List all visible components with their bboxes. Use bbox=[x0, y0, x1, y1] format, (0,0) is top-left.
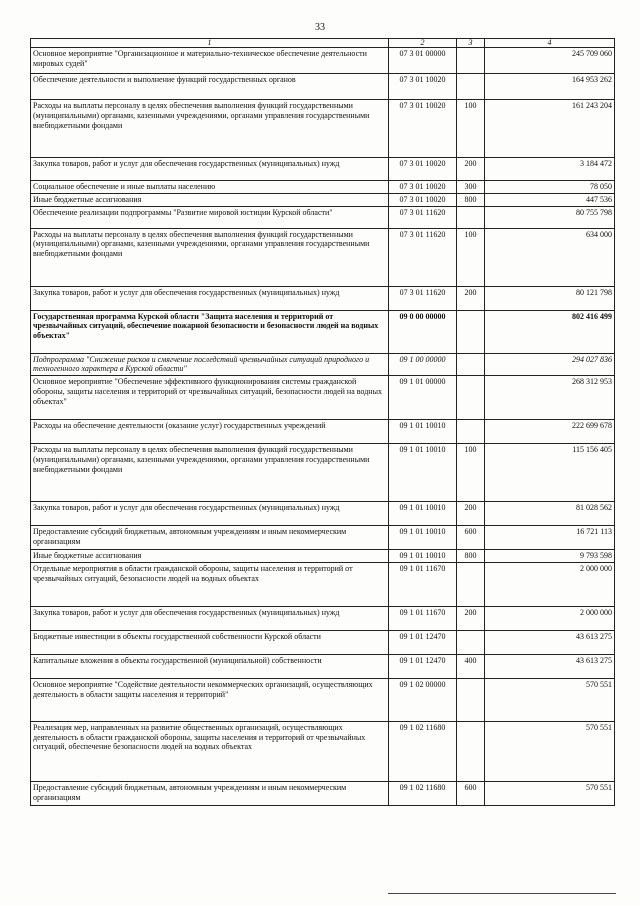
row-expense-type-cell: 400 bbox=[457, 654, 485, 678]
row-amount-cell: 570 551 bbox=[485, 781, 615, 805]
row-code-cell: 09 1 01 11670 bbox=[389, 606, 457, 630]
row-expense-type-cell bbox=[457, 721, 485, 781]
row-name-cell: Иные бюджетные ассигнования bbox=[31, 193, 389, 206]
row-code-cell: 09 1 01 10010 bbox=[389, 444, 457, 502]
row-amount-cell: 80 121 798 bbox=[485, 286, 615, 310]
table-row bbox=[31, 206, 615, 228]
table-row bbox=[31, 562, 615, 606]
row-code-cell: 09 1 01 12470 bbox=[389, 630, 457, 654]
row-name-cell: Закупка товаров, работ и услуг для обеспечения государственных (муниципальных) нужд bbox=[31, 606, 389, 630]
row-code-cell: 09 1 01 11670 bbox=[389, 562, 457, 606]
row-amount-cell: 447 536 bbox=[485, 193, 615, 206]
row-code-cell: 09 1 01 12470 bbox=[389, 654, 457, 678]
row-expense-type-cell bbox=[457, 420, 485, 444]
row-code-cell: 09 1 01 10010 bbox=[389, 550, 457, 563]
row-name-cell: Иные бюджетные ассигнования bbox=[31, 550, 389, 563]
row-name-cell: Бюджетные инвестиции в объекты государственной собственности Курской области bbox=[31, 630, 389, 654]
table-row bbox=[31, 353, 615, 376]
row-code-cell: 07 3 01 11620 bbox=[389, 228, 457, 286]
row-name-cell: Государственная программа Курской области "Защита населения и территорий от чрезвычайных ситуаций, обеспечение пожарной безопасности и безопасности людей на водных объектах" bbox=[31, 310, 389, 353]
row-name-cell: Закупка товаров, работ и услуг для обеспечения государственных (муниципальных) нужд bbox=[31, 502, 389, 526]
row-name-cell: Расходы на обеспечение деятельности (оказание услуг) государственных учреждений bbox=[31, 420, 389, 444]
row-expense-type-cell bbox=[457, 678, 485, 721]
row-expense-type-cell bbox=[457, 310, 485, 353]
row-amount-cell: 81 028 562 bbox=[485, 502, 615, 526]
row-amount-cell: 2 000 000 bbox=[485, 606, 615, 630]
row-amount-cell: 3 184 472 bbox=[485, 158, 615, 181]
page-number: 33 bbox=[315, 22, 325, 33]
table-row bbox=[31, 74, 615, 100]
table-row bbox=[31, 526, 615, 550]
row-name-cell: Социальное обеспечение и иные выплаты населению bbox=[31, 181, 389, 194]
row-expense-type-cell: 800 bbox=[457, 193, 485, 206]
table-row bbox=[31, 444, 615, 502]
budget-table bbox=[30, 38, 615, 806]
row-code-cell: 07 3 01 10020 bbox=[389, 74, 457, 100]
row-code-cell: 09 1 02 11680 bbox=[389, 721, 457, 781]
row-amount-cell: 164 953 262 bbox=[485, 74, 615, 100]
row-amount-cell: 222 699 678 bbox=[485, 420, 615, 444]
row-name-cell: Основное мероприятие "Содействие деятельности некоммерческих организаций, осуществляющих деятельность в области защиты населения и территорий" bbox=[31, 678, 389, 721]
table-row bbox=[31, 376, 615, 420]
row-expense-type-cell: 600 bbox=[457, 526, 485, 550]
row-name-cell: Закупка товаров, работ и услуг для обеспечения государственных (муниципальных) нужд bbox=[31, 158, 389, 181]
row-expense-type-cell: 800 bbox=[457, 550, 485, 563]
table-row bbox=[31, 721, 615, 781]
row-name-cell: Основное мероприятие "Организационное и материально-техническое обеспечение деятельности мировых судей" bbox=[31, 48, 389, 74]
table-row bbox=[31, 100, 615, 158]
row-expense-type-cell bbox=[457, 376, 485, 420]
row-expense-type-cell: 200 bbox=[457, 286, 485, 310]
table-row bbox=[31, 630, 615, 654]
row-amount-cell: 294 027 836 bbox=[485, 353, 615, 376]
row-expense-type-cell: 100 bbox=[457, 228, 485, 286]
row-amount-cell: 78 050 bbox=[485, 181, 615, 194]
row-name-cell: Реализация мер, направленных на развитие общественных организаций, осуществляющих деятельность в области гражданской обороны, защиты населения и территорий от чрезвычайных ситуаций, обеспечение безопасности людей на водных объектах bbox=[31, 721, 389, 781]
table-row bbox=[31, 678, 615, 721]
row-amount-cell: 43 613 275 bbox=[485, 654, 615, 678]
table-row bbox=[31, 550, 615, 563]
row-expense-type-cell: 100 bbox=[457, 100, 485, 158]
table-row bbox=[31, 310, 615, 353]
table-row bbox=[31, 193, 615, 206]
row-name-cell: Расходы на выплаты персоналу в целях обеспечения выполнения функций государственными (муниципальными) органами, казенными учреждениями, органами управления государственными внебюджетными фондами bbox=[31, 228, 389, 286]
row-amount-cell: 268 312 953 bbox=[485, 376, 615, 420]
row-name-cell: Обеспечение реализации подпрограммы "Развитие мировой юстиции Курской области" bbox=[31, 206, 389, 228]
table-row bbox=[31, 228, 615, 286]
table-body bbox=[31, 48, 615, 806]
row-code-cell: 09 1 02 11680 bbox=[389, 781, 457, 805]
row-name-cell: Расходы на выплаты персоналу в целях обеспечения выполнения функций государственными (муниципальными) органами, казенными учреждениями, органами управления государственными внебюджетными фондами bbox=[31, 444, 389, 502]
row-expense-type-cell bbox=[457, 562, 485, 606]
table-row bbox=[31, 654, 615, 678]
row-amount-cell: 43 613 275 bbox=[485, 630, 615, 654]
row-amount-cell: 2 000 000 bbox=[485, 562, 615, 606]
row-name-cell: Расходы на выплаты персоналу в целях обеспечения выполнения функций государственными (муниципальными) органами, казенными учреждениями, органами управления государственными внебюджетными фондами bbox=[31, 100, 389, 158]
row-expense-type-cell bbox=[457, 206, 485, 228]
row-amount-cell: 802 416 499 bbox=[485, 310, 615, 353]
col-header-2: 2 bbox=[389, 39, 457, 48]
row-name-cell: Закупка товаров, работ и услуг для обеспечения государственных (муниципальных) нужд bbox=[31, 286, 389, 310]
row-code-cell: 09 1 02 00000 bbox=[389, 678, 457, 721]
table-row bbox=[31, 181, 615, 194]
row-amount-cell: 115 156 405 bbox=[485, 444, 615, 502]
row-name-cell: Предоставление субсидий бюджетным, автономным учреждениям и иным некоммерческим организациям bbox=[31, 781, 389, 805]
row-code-cell: 09 1 01 10010 bbox=[389, 526, 457, 550]
col-header-3: 3 bbox=[457, 39, 485, 48]
table-row bbox=[31, 781, 615, 805]
col-header-4: 4 bbox=[485, 39, 615, 48]
header-row bbox=[31, 39, 615, 48]
row-expense-type-cell: 200 bbox=[457, 158, 485, 181]
row-amount-cell: 161 243 204 bbox=[485, 100, 615, 158]
row-code-cell: 07 3 01 10020 bbox=[389, 100, 457, 158]
row-expense-type-cell: 200 bbox=[457, 606, 485, 630]
row-code-cell: 07 3 01 11620 bbox=[389, 286, 457, 310]
row-amount-cell: 80 755 798 bbox=[485, 206, 615, 228]
table-row bbox=[31, 158, 615, 181]
row-amount-cell: 245 709 060 bbox=[485, 48, 615, 74]
row-amount-cell: 570 551 bbox=[485, 721, 615, 781]
row-name-cell: Предоставление субсидий бюджетным, автономным учреждениям и иным некоммерческим организациям bbox=[31, 526, 389, 550]
table-row bbox=[31, 48, 615, 74]
row-expense-type-cell bbox=[457, 353, 485, 376]
table-row bbox=[31, 286, 615, 310]
row-name-cell: Отдельные мероприятия в области гражданской обороны, защиты населения и территорий от чрезвычайных ситуаций, безопасности людей на водных объектах bbox=[31, 562, 389, 606]
row-expense-type-cell: 200 bbox=[457, 502, 485, 526]
row-name-cell: Подпрограмма "Снижение рисков и смягчение последствий чрезвычайных ситуаций природного и техногенного характера в Курской области" bbox=[31, 353, 389, 376]
row-expense-type-cell: 300 bbox=[457, 181, 485, 194]
col-header-1: 1 bbox=[31, 39, 389, 48]
row-name-cell: Обеспечение деятельности и выполнение функций государственных органов bbox=[31, 74, 389, 100]
row-code-cell: 09 1 00 00000 bbox=[389, 353, 457, 376]
row-expense-type-cell: 100 bbox=[457, 444, 485, 502]
row-code-cell: 07 3 01 00000 bbox=[389, 48, 457, 74]
row-amount-cell: 634 000 bbox=[485, 228, 615, 286]
row-code-cell: 09 1 01 00000 bbox=[389, 376, 457, 420]
table-row bbox=[31, 606, 615, 630]
row-expense-type-cell bbox=[457, 630, 485, 654]
row-amount-cell: 16 721 113 bbox=[485, 526, 615, 550]
row-code-cell: 09 1 01 10010 bbox=[389, 420, 457, 444]
table-row bbox=[31, 502, 615, 526]
row-code-cell: 07 3 01 10020 bbox=[389, 193, 457, 206]
row-amount-cell: 9 793 598 bbox=[485, 550, 615, 563]
row-amount-cell: 570 551 bbox=[485, 678, 615, 721]
table-row bbox=[31, 420, 615, 444]
row-code-cell: 07 3 01 11620 bbox=[389, 206, 457, 228]
row-expense-type-cell bbox=[457, 48, 485, 74]
row-expense-type-cell: 600 bbox=[457, 781, 485, 805]
row-code-cell: 09 1 01 10010 bbox=[389, 502, 457, 526]
row-name-cell: Капитальные вложения в объекты государственной (муниципальной) собственности bbox=[31, 654, 389, 678]
row-code-cell: 07 3 01 10020 bbox=[389, 158, 457, 181]
row-code-cell: 07 3 01 10020 bbox=[389, 181, 457, 194]
row-name-cell: Основное мероприятие "Обеспечение эффективного функционирования системы гражданской обороны, защиты населения и территорий от чрезвычайных ситуаций, безопасности людей на водных объектах" bbox=[31, 376, 389, 420]
row-expense-type-cell bbox=[457, 74, 485, 100]
bottom-rule bbox=[388, 893, 616, 894]
row-code-cell: 09 0 00 00000 bbox=[389, 310, 457, 353]
